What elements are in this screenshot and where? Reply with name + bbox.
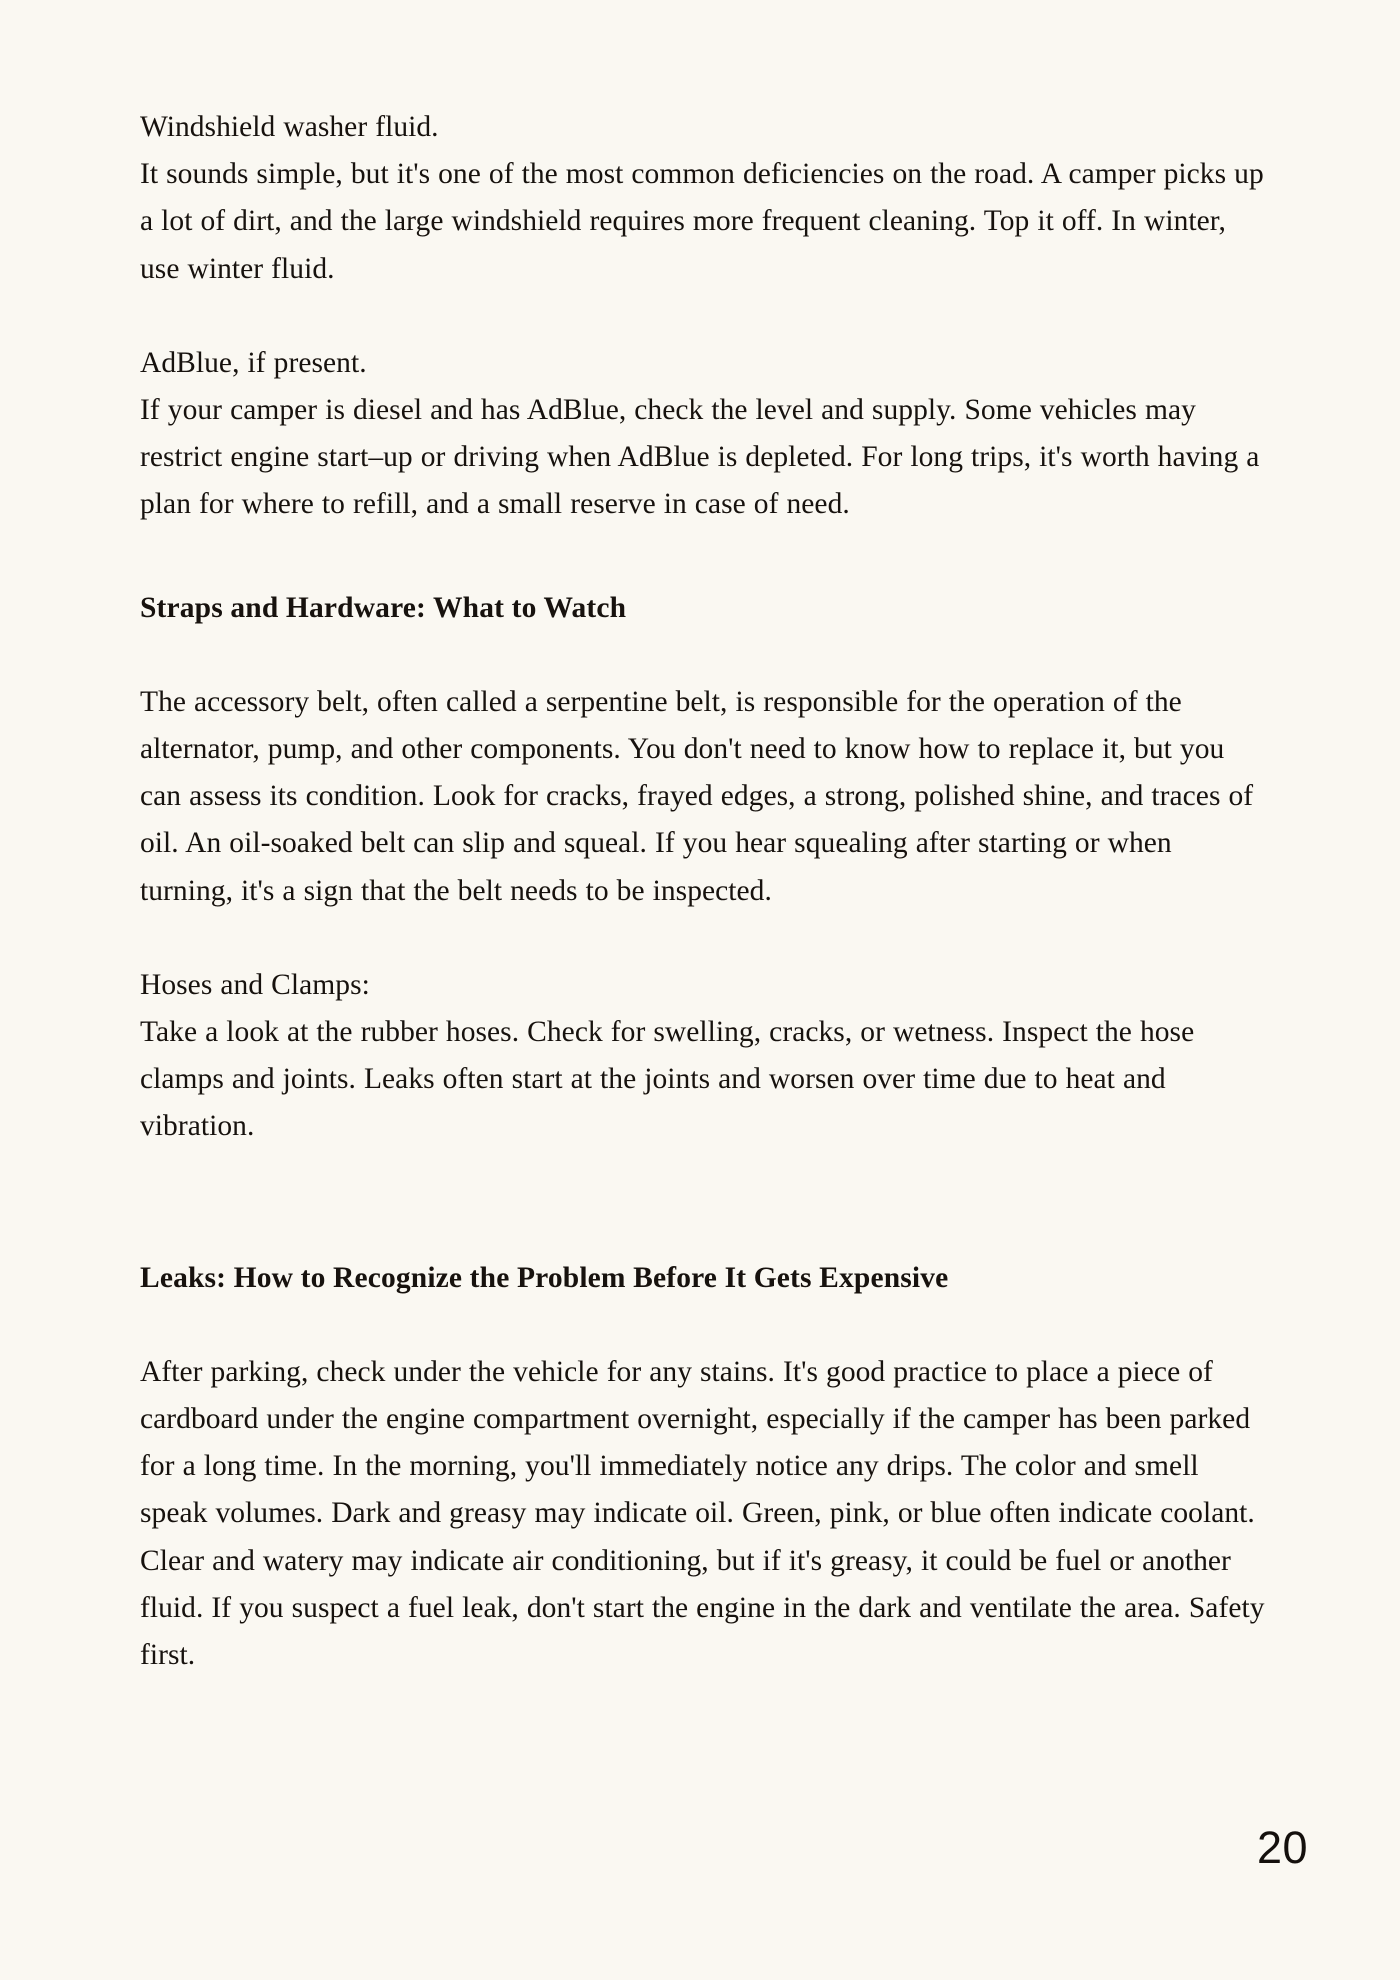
paragraph-adblue-body: If your camper is diesel and has AdBlue, check the level and supply. Some vehicles may restrict engine start–up or driving when AdBlue is depleted. For long trips, it's worth having a plan for where to refill, and a small reserve in case of need. (140, 394, 1260, 521)
heading-gap (140, 1302, 1268, 1349)
heading-gap (140, 632, 1268, 679)
paragraph-hoses-and-clamps-body: Take a look at the rubber hoses. Check for swelling, cracks, or wetness. Inspect the hose clamps and joints. Leaks often start at the joints and worsen over time due to heat and vibration. (140, 1016, 1195, 1143)
paragraph-leaks-body: After parking, check under the vehicle for any stains. It's good practice to place a piece of cardboard under the engine compartment overnight, especially if the camper has been parked for a long time. In the morning, you'll immediately notice any drips. The color and smell speak volumes. Dark and greasy may indicate oil. Green, pink, or blue often indicate coolant. Clear and watery may indicate air conditioning, but if it's greasy, it could be fuel or another fluid. If you suspect a fuel leak, don't start the engine in the dark and ventilate the area. Safety first. (140, 1355, 1265, 1672)
page-content (140, 104, 1268, 1679)
paragraph-windshield-washer-body: It sounds simple, but it's one of the most common deficiencies on the road. A camper picks up a lot of dirt, and the large windshield requires more frequent cleaning. Top it off. In winter, use winter fluid. (140, 158, 1264, 285)
page-number: 20 (1256, 1822, 1308, 1873)
section-gap-large (140, 1151, 1268, 1255)
heading-straps-and-hardware: Straps and Hardware: What to Watch (140, 591, 627, 624)
paragraph-windshield-washer-title: Windshield washer fluid. (140, 111, 439, 143)
section-gap (140, 529, 1268, 585)
paragraph-adblue-title: AdBlue, if present. (140, 346, 367, 379)
paragraph-hoses-and-clamps-title: Hoses and Clamps: (140, 968, 370, 1001)
paragraph-gap (140, 293, 1268, 340)
heading-leaks: Leaks: How to Recognize the Problem Before It Gets Expensive (140, 1261, 949, 1294)
paragraph-accessory-belt: The accessory belt, often called a serpentine belt, is responsible for the operation of the alternator, pump, and other components. You don't need to know how to replace it, but you can assess its condition. Look for cracks, frayed edges, a strong, polished shine, and traces of oil. An oil-soaked belt can slip and squeal. If you hear squealing after starting or when turning, it's a sign that the belt needs to be inspected. (140, 685, 1254, 907)
paragraph-gap (140, 915, 1268, 962)
